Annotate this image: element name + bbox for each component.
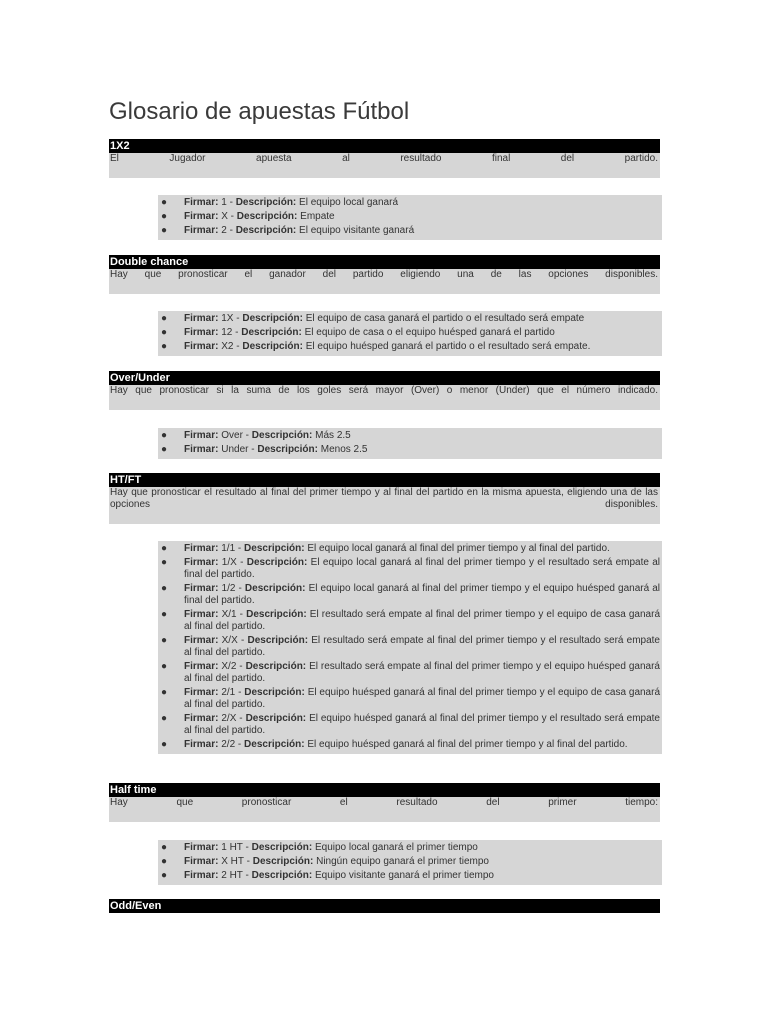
section-ht-ft xyxy=(109,473,660,524)
page-title: Glosario de apuestas Fútbol xyxy=(109,98,410,125)
bullet-icon: ● xyxy=(161,197,168,208)
options-list-double-chance xyxy=(158,311,662,356)
list-item: ● Firmar: 1 HT - Descripción: Equipo local ganará el primer tiempo xyxy=(161,842,478,853)
list-item: ● Firmar: 1/1 - Descripción: El equipo local ganará al final del primer tiempo y al final del partido. xyxy=(161,543,610,554)
options-list-1x2 xyxy=(158,195,662,240)
section-intro: Hay que pronosticar el resultado del primer tiempo: xyxy=(109,797,660,822)
section-intro: Hay que pronosticar el resultado al final del primer tiempo y al final del partido en la misma apuesta, eligiendo una de las opciones disponibles. xyxy=(109,487,660,524)
options-list-over-under xyxy=(158,428,662,459)
list-item: ● Firmar: X/2 - Descripción: El resultado será empate al final del primer tiempo y el equipo huésped ganará al final del partido. xyxy=(161,661,660,684)
section-intro: Hay que pronosticar si la suma de los goles será mayor (Over) o menor (Under) que el número indicado. xyxy=(109,385,660,410)
bullet-icon: ● xyxy=(161,444,168,455)
section-header: Half time xyxy=(109,783,660,797)
bullet-icon: ● xyxy=(161,687,168,698)
bullet-icon: ● xyxy=(161,609,168,620)
bullet-icon: ● xyxy=(161,211,168,222)
section-odd-even xyxy=(109,899,660,913)
bullet-icon: ● xyxy=(161,430,168,441)
list-item: ● Firmar: 1/X - Descripción: El equipo local ganará al final del primer tiempo y el resultado será empate al final del partido. xyxy=(161,557,661,580)
section-header: HT/FT xyxy=(109,473,660,487)
list-item: ● Firmar: 2 - Descripción: El equipo visitante ganará xyxy=(161,225,415,236)
options-list-half-time xyxy=(158,840,662,885)
bullet-icon: ● xyxy=(161,341,168,352)
list-item: ● Firmar: X - Descripción: Empate xyxy=(161,211,335,222)
section-half-time xyxy=(109,783,660,822)
bullet-icon: ● xyxy=(161,842,168,853)
list-item: ● Firmar: X/1 - Descripción: El resultado será empate al final del primer tiempo y el equipo de casa ganará al final del partido. xyxy=(161,609,661,632)
bullet-icon: ● xyxy=(161,583,168,594)
list-item: ● Firmar: 2/2 - Descripción: El equipo huésped ganará al final del primer tiempo y al final del partido. xyxy=(161,739,628,750)
list-item: ● Firmar: 2/X - Descripción: El equipo huésped ganará al final del primer tiempo y el resultado será empate al final del partido. xyxy=(161,713,660,736)
list-item: ● Firmar: 1 - Descripción: El equipo local ganará xyxy=(161,197,399,208)
section-header: Odd/Even xyxy=(109,899,660,913)
section-header: Double chance xyxy=(109,255,660,269)
bullet-icon: ● xyxy=(161,327,168,338)
list-item: ● Firmar: 12 - Descripción: El equipo de casa o el equipo huésped ganará el partido xyxy=(161,327,555,338)
bullet-icon: ● xyxy=(161,870,168,881)
list-item: ● Firmar: 1/2 - Descripción: El equipo local ganará al final del primer tiempo y el equipo huésped ganará al final del partido. xyxy=(161,583,661,606)
section-1x2 xyxy=(109,139,660,178)
list-item: ● Firmar: Under - Descripción: Menos 2.5 xyxy=(161,444,368,455)
bullet-icon: ● xyxy=(161,225,168,236)
bullet-icon: ● xyxy=(161,635,168,646)
bullet-icon: ● xyxy=(161,557,168,568)
section-header: Over/Under xyxy=(109,371,660,385)
options-list-ht-ft xyxy=(158,541,662,754)
list-item: ● Firmar: 1X - Descripción: El equipo de casa ganará el partido o el resultado será empate xyxy=(161,313,585,324)
section-header: 1X2 xyxy=(109,139,660,153)
section-over-under xyxy=(109,371,660,410)
list-item: ● Firmar: 2/1 - Descripción: El equipo huésped ganará al final del primer tiempo y el equipo de casa ganará al final del partido. xyxy=(161,687,661,710)
section-intro: El Jugador apuesta al resultado final del partido. xyxy=(109,153,660,178)
section-double-chance xyxy=(109,255,660,294)
list-item: ● Firmar: X/X - Descripción: El resultado será empate al final del primer tiempo y el resultado será empate al final del partido. xyxy=(161,635,660,658)
bullet-icon: ● xyxy=(161,713,168,724)
list-item: ● Firmar: Over - Descripción: Más 2.5 xyxy=(161,430,351,441)
list-item: ● Firmar: X HT - Descripción: Ningún equipo ganará el primer tiempo xyxy=(161,856,489,867)
bullet-icon: ● xyxy=(161,313,168,324)
bullet-icon: ● xyxy=(161,543,168,554)
bullet-icon: ● xyxy=(161,856,168,867)
bullet-icon: ● xyxy=(161,661,168,672)
list-item: ● Firmar: 2 HT - Descripción: Equipo visitante ganará el primer tiempo xyxy=(161,870,494,881)
list-item: ● Firmar: X2 - Descripción: El equipo huésped ganará el partido o el resultado será empate. xyxy=(161,341,591,352)
section-intro: Hay que pronosticar el ganador del partido eligiendo una de las opciones disponibles. xyxy=(109,269,660,294)
bullet-icon: ● xyxy=(161,739,168,750)
